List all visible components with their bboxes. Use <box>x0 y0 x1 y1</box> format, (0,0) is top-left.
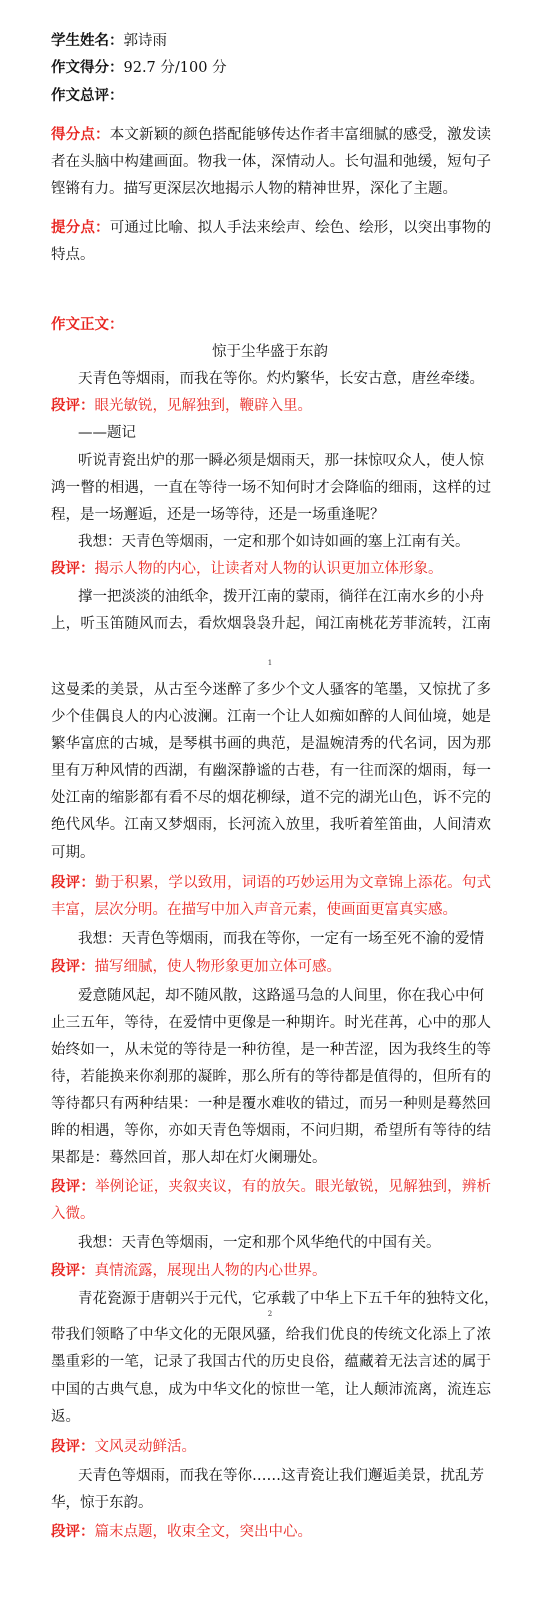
plus-point-line <box>51 125 491 145</box>
plus-point-line: 者在头脑中构建画面。物我一体，深情动人。长句温和弛缓，短句子 <box>51 154 491 170</box>
essay-title: 惊于尘华盛于东韵 <box>212 344 328 360</box>
improve-point-line <box>51 218 491 238</box>
comment-text: 真情流露，展现出人物的内心世界。 <box>94 1263 327 1279</box>
essay-line: 里有万种风情的西湖，有幽深静谧的古巷，有一往而深的烟雨，每一 <box>51 763 491 779</box>
paragraph-comment-cont: 丰富，层次分明。在描写中加入声音元素，使画面更富真实感。 <box>51 902 457 918</box>
essay-line: 我想：天青色等烟雨，一定和那个如诗如画的塞上江南有关。 <box>78 534 470 550</box>
paragraph-comment <box>51 1522 491 1542</box>
essay-line: 可期。 <box>51 845 95 861</box>
page-number: 2 <box>267 1310 273 1318</box>
essay-line: 止三五年，等待，在爱情中更像是一种期许。时光荏苒，心中的那人 <box>51 1015 491 1031</box>
comment-label: 段评： <box>51 1438 95 1455</box>
comment-text: 勤于积累，学以致用，词语的巧妙运用为文章锦上添花。句式 <box>95 875 492 891</box>
comment-label: 段评： <box>51 397 95 414</box>
essay-line: 天青色等烟雨，而我在等你……这青瓷让我们邂逅美景，扰乱芳 <box>78 1468 484 1484</box>
essay-line: 听说青瓷出炉的那一瞬必须是烟雨天，那一抹惊叹众人，使人惊 <box>78 453 484 469</box>
essay-line: 处江南的缩影都有看不尽的烟花柳绿，道不完的湖光山色，诉不完的 <box>51 790 491 806</box>
score-label: 作文得分： <box>51 59 124 76</box>
essay-line: 爱意随风起，却不随风散，这路遥马急的人间里，你在我心中何 <box>78 988 484 1004</box>
page-number: 1 <box>267 659 273 667</box>
improve-point-label: 提分点： <box>51 219 110 236</box>
comment-label: 段评： <box>51 874 96 891</box>
essay-line: 绝代风华。江南又梦烟雨，长河流入放里，我听着笙笛曲，人间清欢 <box>51 817 491 833</box>
essay-line: 始终如一，从未觉的等待是一种彷徨，是一种苦涩，因为我终生的等 <box>51 1042 491 1058</box>
comment-text: 描写细腻，使人物形象更加立体可感。 <box>94 959 341 975</box>
paragraph-comment <box>51 1177 491 1197</box>
paragraph-comment <box>51 1437 491 1457</box>
essay-line: 繁华富庶的古城，是琴棋书画的典范，是温婉清秀的代名词，因为那 <box>51 736 491 752</box>
plus-point-label: 得分点： <box>51 126 110 143</box>
essay-line: 我想：天青色等烟雨，一定和那个风华绝代的中国有关。 <box>78 1235 441 1251</box>
paragraph-comment <box>51 559 491 579</box>
essay-line: 墨重彩的一笔，记录了我国古代的历史良俗，蕴藏着无法言述的属于 <box>51 1354 491 1370</box>
paragraph-comment <box>51 873 491 893</box>
comment-label: 段评： <box>51 1523 95 1540</box>
essay-line: 我想：天青色等烟雨，而我在等你，一定有一场至死不渝的爱情 <box>78 931 484 947</box>
essay-line: 待，若能换来你刹那的凝眸，那么所有的等待都是值得的，但所有的 <box>51 1069 491 1085</box>
comment-label: 段评： <box>51 560 95 577</box>
comment-label: 段评： <box>51 1262 95 1279</box>
comment-text: 举例论证，夹叙夹议，有的放矢。眼光敏锐，见解独到，辨析 <box>95 1179 492 1195</box>
essay-line: 返。 <box>51 1409 80 1425</box>
comment-label: 段评： <box>51 958 95 975</box>
essay-line: 上，听玉笛随风而去，看炊烟袅袅升起，闻江南桃花芳菲流转，江南 <box>51 616 491 632</box>
essay-line: 鸿一瞥的相遇，一直在等待一场不知何时才会降临的细雨，这样的过 <box>51 480 491 496</box>
essay-line: 果都是：蓦然回首，那人却在灯火阑珊处。 <box>51 1150 327 1166</box>
comment-text: 文风灵动鲜活。 <box>94 1439 196 1455</box>
score-value: 92.7 分/100 分 <box>123 60 227 76</box>
student-name-row <box>51 31 491 51</box>
comment-text: 揭示人物的内心，让读者对人物的认识更加立体形象。 <box>94 561 443 577</box>
plus-point-line: 铿锵有力。描写更深层次地揭示人物的精神世界，深化了主题。 <box>51 181 457 197</box>
essay-line: 华，惊于东韵。 <box>51 1495 153 1511</box>
comment-label: 段评： <box>51 1178 96 1195</box>
essay-line: 程，是一场邂逅，还是一场等待，还是一场重逢呢？ <box>51 507 385 523</box>
score-row <box>51 58 491 78</box>
paragraph-comment-cont: 入微。 <box>51 1206 95 1222</box>
essay-line: 少个佳偶良人的内心波澜。江南一个让人如痴如醉的人间仙境，她是 <box>51 709 491 725</box>
essay-line: 中国的古典气息，成为中华文化的惊世一笔，让人颠沛流离，流连忘 <box>51 1382 491 1398</box>
overall-review-label: 作文总评： <box>51 87 124 104</box>
paragraph-comment <box>51 396 491 416</box>
essay-line: 这曼柔的美景，从古至今迷醉了多少个文人骚客的笔墨，又惊扰了多 <box>51 682 491 698</box>
essay-section-label: 作文正文： <box>51 316 124 333</box>
paragraph-comment <box>51 1261 491 1281</box>
comment-text: 眼光敏锐，见解独到，鞭辟入里。 <box>94 398 312 414</box>
essay-line: 天青色等烟雨，而我在等你。灼灼繁华，长安古意，唐丝牵缕。 <box>78 371 484 387</box>
essay-line: 带我们领略了中华文化的无限风骚，给我们优良的传统文化添上了浓 <box>51 1327 491 1343</box>
essay-line: 青花瓷源于唐朝兴于元代，它承载了中华上下五千年的独特文化， <box>78 1291 499 1307</box>
paragraph-comment <box>51 957 491 977</box>
comment-text: 篇末点题，收束全文，突出中心。 <box>94 1524 312 1540</box>
essay-line: 等待都只有两种结果：一种是覆水难收的错过，而另一种则是蓦然回 <box>51 1096 491 1112</box>
essay-line: 眸的相遇，等你，亦如天青色等烟雨，不问归期，希望所有等待的结 <box>51 1123 491 1139</box>
improve-point-line: 特点。 <box>51 247 95 263</box>
improve-point-text: 可通过比喻、拟人手法来绘声、绘色、绘形，以突出事物的 <box>109 220 492 236</box>
student-name-label: 学生姓名： <box>51 32 124 49</box>
student-name-value: 郭诗雨 <box>123 33 167 49</box>
plus-point-text: 本文新颖的颜色搭配能够传达作者丰富细腻的感受，激发读 <box>109 127 492 143</box>
essay-line: ——题记 <box>78 425 136 441</box>
essay-line: 撑一把淡淡的油纸伞，拨开江南的蒙雨，徜徉在江南水乡的小舟 <box>78 589 484 605</box>
